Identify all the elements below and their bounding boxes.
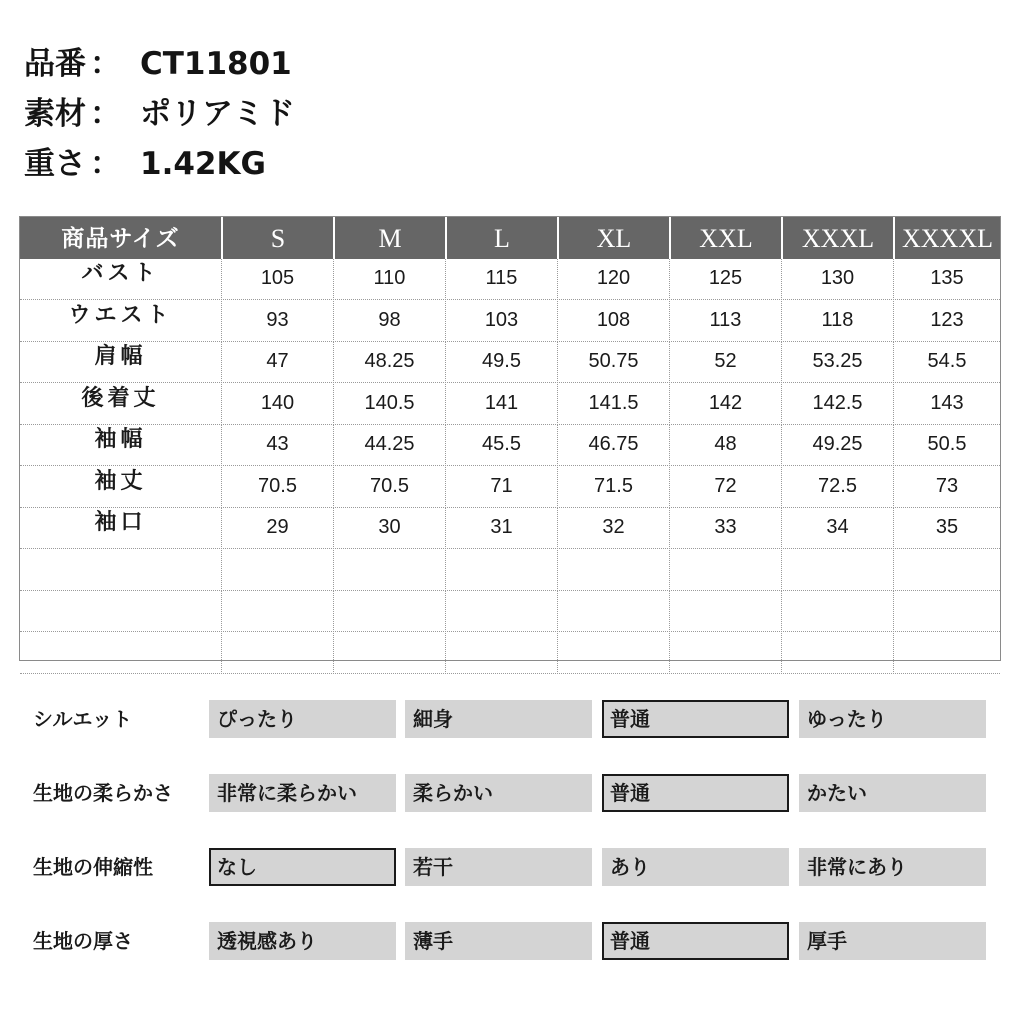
table-cell: 141 — [445, 384, 557, 425]
table-cell: 113 — [669, 301, 781, 342]
attribute-label: 生地の柔らかさ — [33, 781, 173, 805]
table-cell: 53.25 — [781, 342, 893, 383]
table-cell: 123 — [893, 301, 1000, 342]
row-label: 袖口 — [94, 510, 147, 535]
attribute-option: ゆったり — [799, 700, 986, 738]
table-cell: 118 — [781, 301, 893, 342]
table-cell: 71.5 — [557, 467, 669, 508]
table-cell: 43 — [221, 425, 333, 466]
row-label: 後着丈 — [81, 385, 160, 411]
table-cell: 49.25 — [781, 425, 893, 466]
table-cell: 103 — [445, 301, 557, 342]
table-cell — [893, 591, 1000, 632]
table-cell: 46.75 — [557, 425, 669, 466]
table-cell — [781, 633, 893, 674]
row-label: 肩幅 — [94, 344, 147, 369]
table-cell — [669, 550, 781, 591]
table-cell — [781, 591, 893, 632]
attribute-option: 若干 — [405, 848, 592, 886]
table-cell: 49.5 — [445, 342, 557, 383]
table-cell — [781, 550, 893, 591]
material-line — [24, 94, 295, 134]
table-cell: 120 — [557, 259, 669, 300]
table-cell — [893, 633, 1000, 674]
table-cell: 93 — [221, 301, 333, 342]
table-cell: 35 — [893, 508, 1000, 549]
table-cell — [221, 550, 333, 591]
table-cell — [333, 550, 445, 591]
table-cell: 34 — [781, 508, 893, 549]
table-cell — [557, 550, 669, 591]
product-number-sep: ： — [90, 46, 121, 82]
table-cell: 108 — [557, 301, 669, 342]
table-cell — [221, 633, 333, 674]
table-cell: 130 — [781, 259, 893, 300]
table-cell: 50.75 — [557, 342, 669, 383]
size-table-header — [20, 217, 1000, 259]
attribute-label: 生地の厚さ — [33, 929, 133, 953]
table-cell: 44.25 — [333, 425, 445, 466]
table-cell: 143 — [893, 384, 1000, 425]
table-cell — [893, 550, 1000, 591]
weight-line — [24, 144, 266, 184]
table-cell: 72 — [669, 467, 781, 508]
table-cell: 30 — [333, 508, 445, 549]
table-cell — [445, 550, 557, 591]
table-row — [20, 591, 1000, 632]
table-cell: 140 — [221, 384, 333, 425]
row-label — [20, 591, 221, 632]
table-cell: 73 — [893, 467, 1000, 508]
table-row — [20, 301, 1000, 342]
attribute-option-selected: 普通 — [602, 774, 789, 812]
weight-value: 1.42KG — [140, 146, 266, 182]
table-cell: 70.5 — [221, 467, 333, 508]
table-cell: 48.25 — [333, 342, 445, 383]
row-label — [20, 550, 221, 591]
table-cell: 135 — [893, 259, 1000, 300]
table-cell — [557, 633, 669, 674]
weight-key: 重さ — [24, 146, 86, 182]
table-cell: 72.5 — [781, 467, 893, 508]
table-cell: 48 — [669, 425, 781, 466]
attribute-option: 細身 — [405, 700, 592, 738]
table-cell — [445, 591, 557, 632]
table-row — [20, 467, 1000, 508]
table-row — [20, 425, 1000, 466]
attribute-label: シルエット — [33, 707, 133, 731]
attribute-option-selected: なし — [209, 848, 396, 886]
table-cell: 105 — [221, 259, 333, 300]
table-row — [20, 508, 1000, 549]
table-cell: 115 — [445, 259, 557, 300]
attribute-option-selected: 普通 — [602, 700, 789, 738]
attribute-option: 柔らかい — [405, 774, 592, 812]
attribute-option: 非常にあり — [799, 848, 986, 886]
table-cell — [221, 591, 333, 632]
size-header-xxl: XXL — [669, 217, 781, 259]
table-cell — [333, 633, 445, 674]
table-cell — [669, 591, 781, 632]
table-cell: 110 — [333, 259, 445, 300]
row-label: 袖幅 — [94, 427, 147, 452]
table-cell: 54.5 — [893, 342, 1000, 383]
table-cell: 70.5 — [333, 467, 445, 508]
row-label — [20, 633, 221, 674]
table-cell: 33 — [669, 508, 781, 549]
size-header-label: 商品サイズ — [61, 226, 180, 252]
table-cell — [333, 591, 445, 632]
table-row — [20, 384, 1000, 425]
table-cell: 52 — [669, 342, 781, 383]
size-header-l: L — [445, 217, 557, 259]
table-cell: 142.5 — [781, 384, 893, 425]
table-cell: 140.5 — [333, 384, 445, 425]
table-row — [20, 259, 1000, 300]
table-cell: 29 — [221, 508, 333, 549]
table-cell: 31 — [445, 508, 557, 549]
table-cell: 141.5 — [557, 384, 669, 425]
product-number-key: 品番 — [24, 46, 86, 82]
table-cell: 45.5 — [445, 425, 557, 466]
table-cell — [557, 591, 669, 632]
table-row — [20, 342, 1000, 383]
row-label: 袖丈 — [94, 468, 147, 494]
row-label: バスト — [81, 261, 160, 286]
size-header-m: M — [333, 217, 445, 259]
size-header-xxxl: XXXL — [781, 217, 893, 259]
size-header-xl: XL — [557, 217, 669, 259]
row-label: ウエスト — [68, 302, 173, 328]
material-value: ポリアミド — [140, 96, 295, 132]
weight-sep: ： — [90, 146, 121, 182]
attribute-option-selected: 普通 — [602, 922, 789, 960]
table-cell — [445, 633, 557, 674]
attribute-option: 非常に柔らかい — [209, 774, 396, 812]
table-cell: 125 — [669, 259, 781, 300]
table-cell: 47 — [221, 342, 333, 383]
size-header-xxxxl: XXXXL — [893, 217, 1000, 259]
product-number-line — [24, 44, 292, 84]
attribute-option: 厚手 — [799, 922, 986, 960]
size-header-s: S — [221, 217, 333, 259]
attribute-option: 薄手 — [405, 922, 592, 960]
attribute-label: 生地の伸縮性 — [33, 855, 153, 879]
table-cell: 98 — [333, 301, 445, 342]
table-cell — [669, 633, 781, 674]
attribute-option: かたい — [799, 774, 986, 812]
product-number-value: CT11801 — [140, 46, 292, 82]
material-sep: ： — [90, 96, 121, 132]
table-cell: 142 — [669, 384, 781, 425]
size-table — [19, 216, 1001, 661]
attribute-option: あり — [602, 848, 789, 886]
table-cell: 32 — [557, 508, 669, 549]
attribute-option: ぴったり — [209, 700, 396, 738]
table-cell: 71 — [445, 467, 557, 508]
table-row — [20, 633, 1000, 674]
table-cell: 50.5 — [893, 425, 1000, 466]
attribute-option: 透視感あり — [209, 922, 396, 960]
material-key: 素材 — [24, 96, 86, 132]
table-row — [20, 550, 1000, 591]
